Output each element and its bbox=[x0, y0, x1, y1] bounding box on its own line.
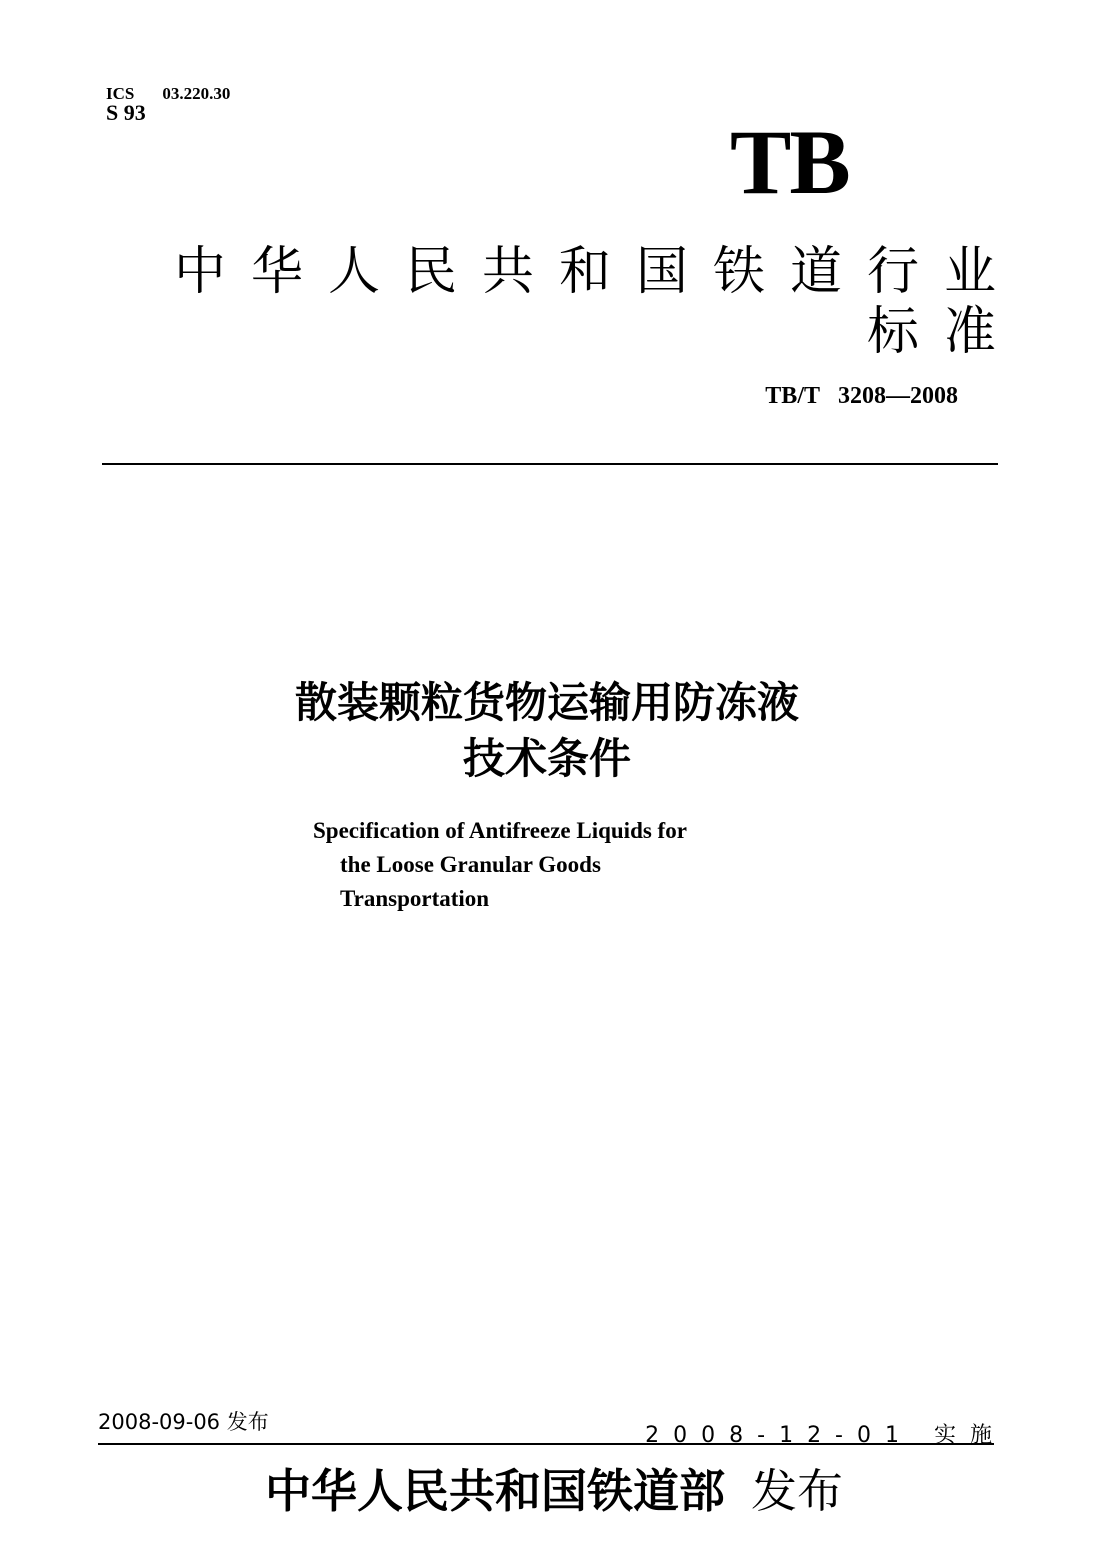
standard-prefix: TB/T bbox=[765, 383, 820, 409]
publisher-name: 中华人民共和国铁道部 bbox=[265, 1464, 725, 1518]
title-chinese-line2: 技术条件 bbox=[462, 734, 631, 783]
standard-type-line1: 中华人民共和国铁道行业 bbox=[173, 242, 1021, 302]
bottom-divider bbox=[98, 1443, 994, 1445]
standard-number bbox=[765, 382, 958, 410]
issue-date: 2008-09-06 发布 bbox=[98, 1410, 269, 1434]
title-english-line2: the Loose Granular Goods bbox=[340, 852, 601, 877]
publisher-line bbox=[0, 1462, 1108, 1520]
classification-code: S 93 bbox=[106, 100, 146, 125]
title-chinese-line1: 散装颗粒货物运输用防冻液 bbox=[294, 678, 799, 727]
ics-code: 03.220.30 bbox=[162, 84, 231, 103]
standard-type-line2: 标准 bbox=[866, 302, 1021, 362]
ics-label: ICS bbox=[106, 84, 135, 103]
title-english-line3: Transportation bbox=[340, 886, 490, 911]
implementation-date: 2008-12-01 实施 bbox=[645, 1423, 1006, 1448]
standard-number-value: 3208—2008 bbox=[838, 383, 958, 409]
top-divider bbox=[102, 463, 998, 465]
title-english-line1: Specification of Antifreeze Liquids for bbox=[313, 818, 687, 843]
tb-logo-mark: TB bbox=[730, 111, 849, 213]
publish-action: 发布 bbox=[751, 1464, 843, 1518]
